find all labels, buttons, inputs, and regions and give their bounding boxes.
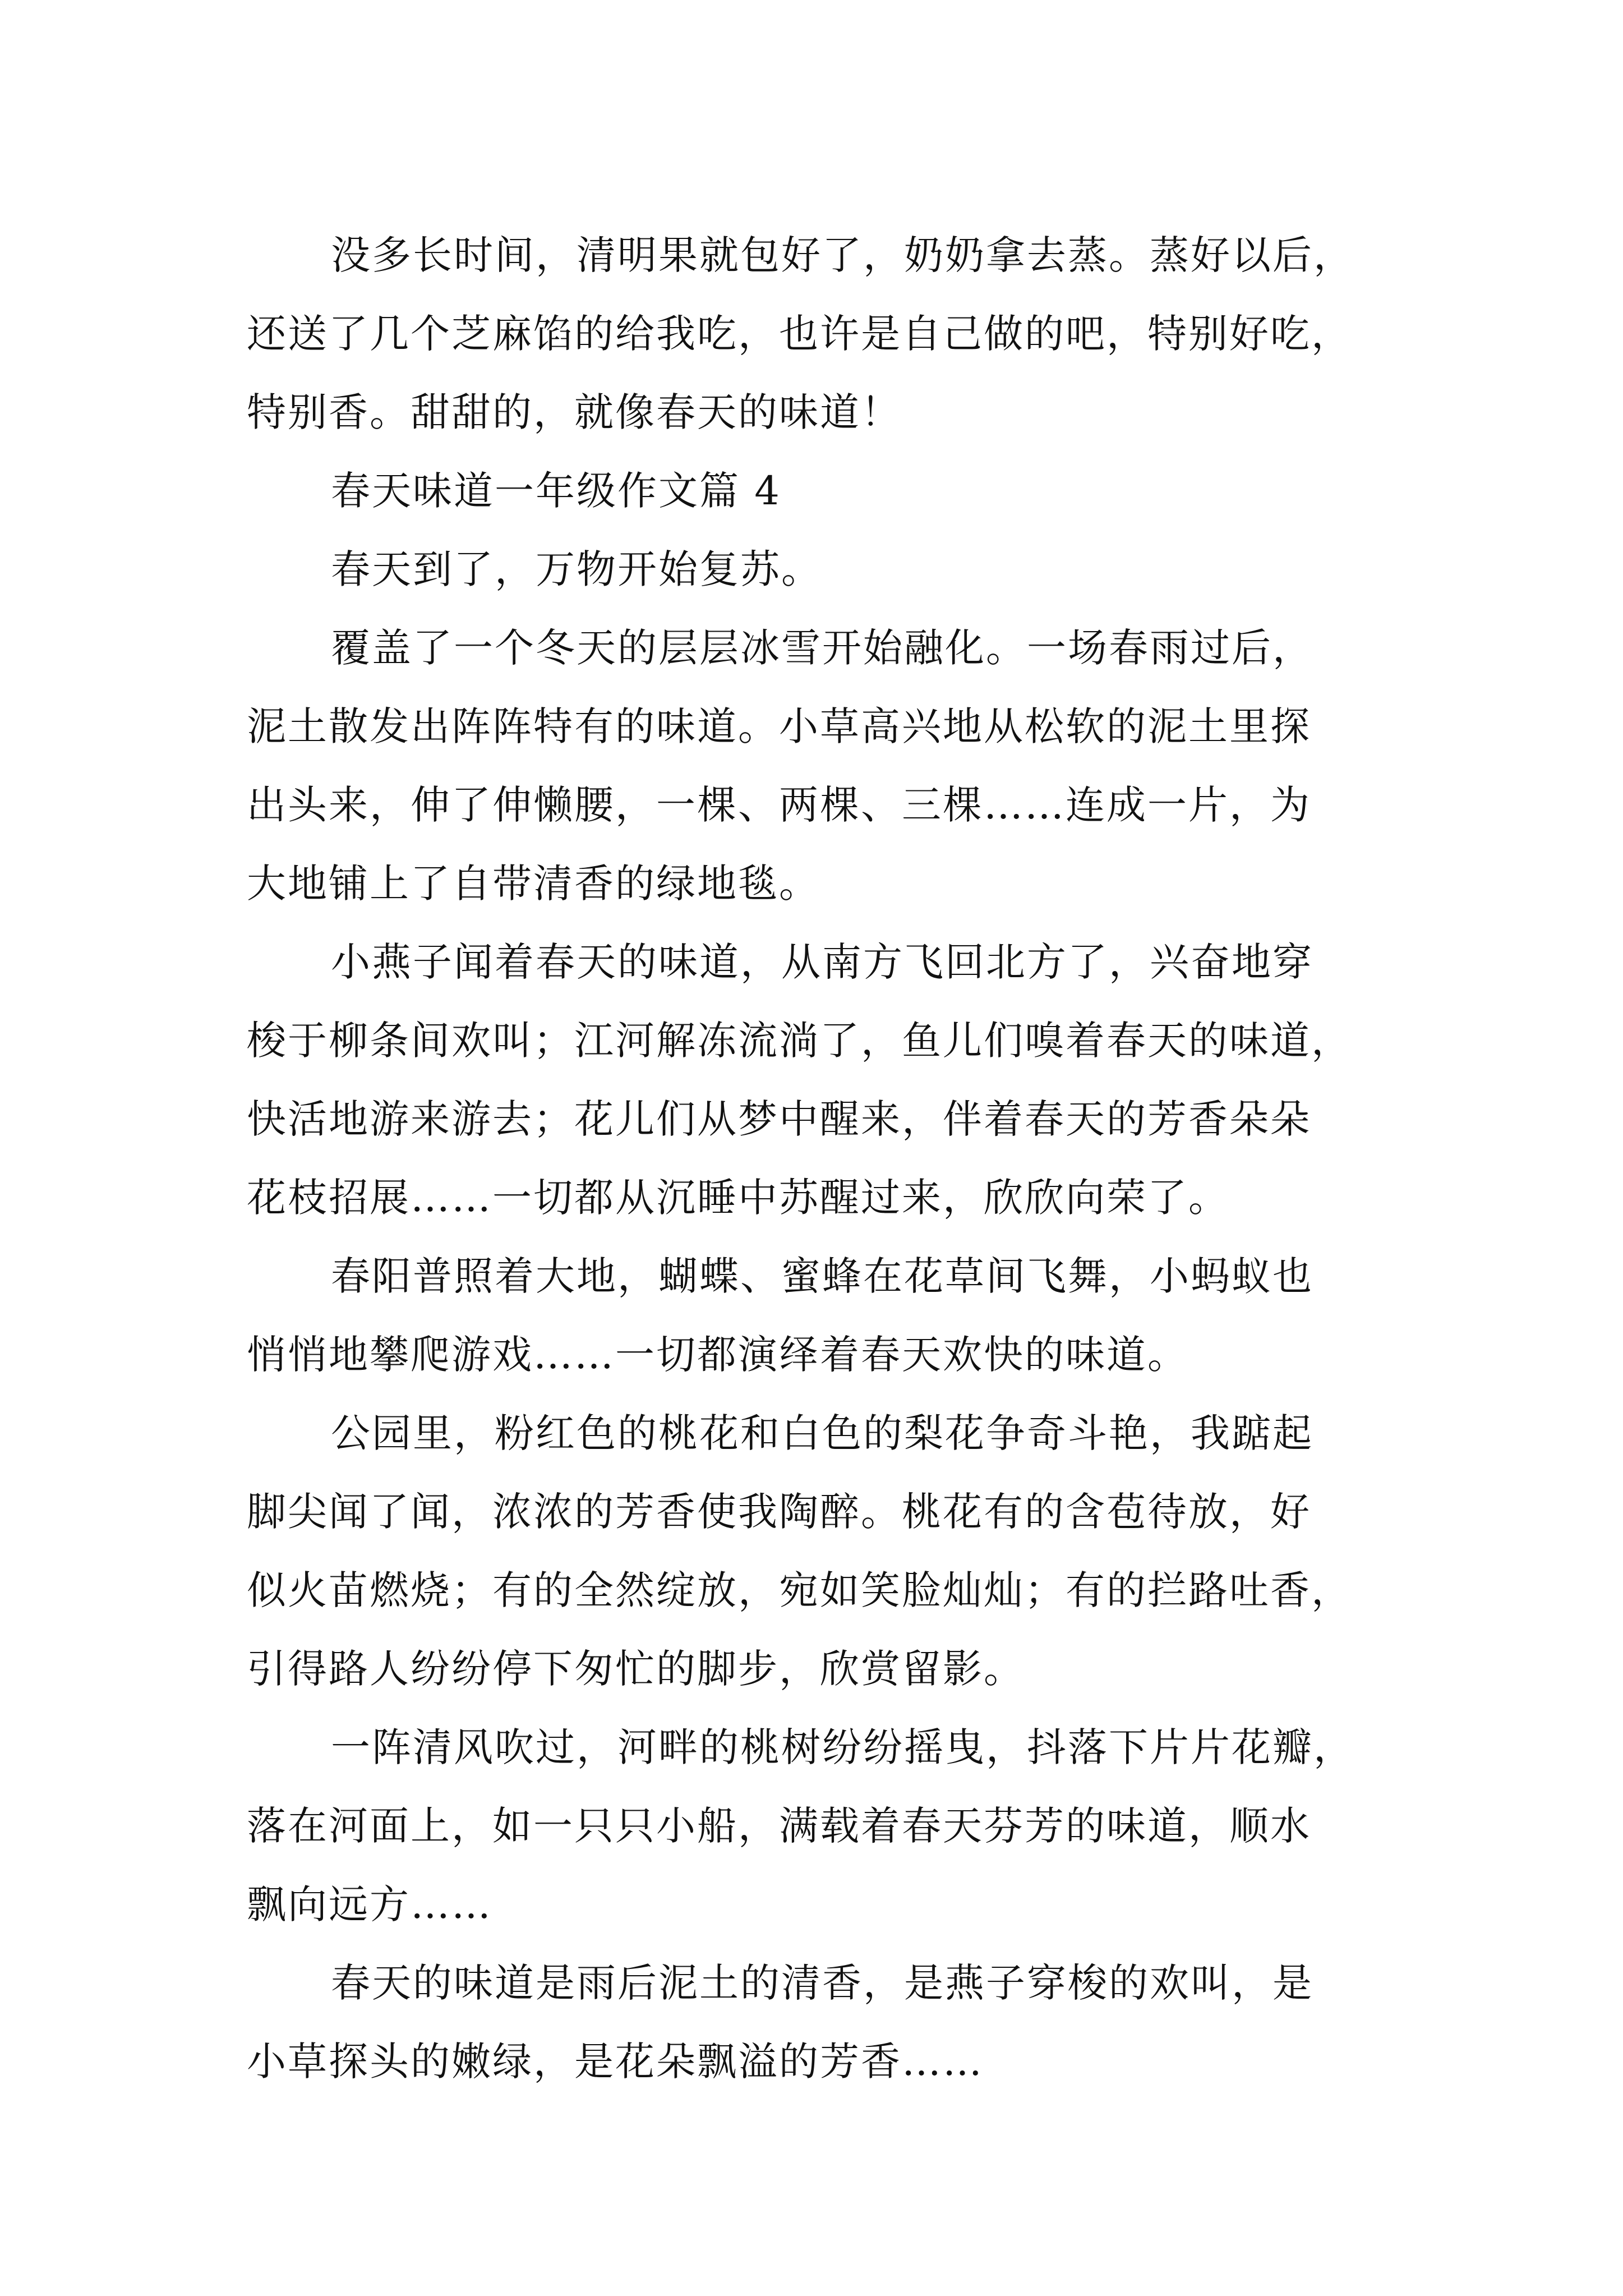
paragraph bbox=[247, 216, 1391, 452]
text-line: 春天到了，万物开始复苏。 bbox=[331, 546, 822, 592]
paragraph bbox=[247, 1708, 1391, 1944]
section-heading bbox=[247, 452, 1391, 530]
heading-text: 春天味道一年级作文篇 4 bbox=[331, 468, 781, 514]
text-line: 脚尖闻了闻，浓浓的芳香使我陶醉。桃花有的含苞待放，好 bbox=[247, 1489, 1311, 1535]
article-body bbox=[247, 216, 1391, 2101]
text-line: 春阳普照着大地，蝴蝶、蜜蜂在花草间飞舞，小蚂蚁也 bbox=[331, 1253, 1313, 1299]
text-line: 出头来，伸了伸懒腰，一棵、两棵、三棵……连成一片，为 bbox=[247, 782, 1311, 828]
paragraph bbox=[247, 1944, 1391, 2101]
text-line: 还送了几个芝麻馅的给我吃，也许是自己做的吧，特别好吃， bbox=[247, 311, 1352, 357]
text-line: 覆盖了一个冬天的层层冰雪开始融化。一场春雨过后， bbox=[331, 625, 1313, 671]
text-line: 快活地游来游去；花儿们从梦中醒来，伴着春天的芳香朵朵 bbox=[247, 1096, 1311, 1142]
text-line: 飘向远方…… bbox=[247, 1881, 492, 1927]
text-line: 公园里，粉红色的桃花和白色的梨花争奇斗艳，我踮起 bbox=[331, 1410, 1313, 1456]
text-line: 梭于柳条间欢叫；江河解冻流淌了，鱼儿们嗅着春天的味道， bbox=[247, 1018, 1352, 1064]
paragraph bbox=[247, 1394, 1391, 1708]
text-line: 悄悄地攀爬游戏……一切都演绎着春天欢快的味道。 bbox=[247, 1332, 1188, 1378]
paragraph bbox=[247, 530, 1391, 609]
paragraph bbox=[247, 923, 1391, 1237]
text-line: 春天的味道是雨后泥土的清香，是燕子穿梭的欢叫，是 bbox=[331, 1960, 1313, 2006]
paragraph bbox=[247, 609, 1391, 923]
text-line: 小草探头的嫩绿，是花朵飘溢的芳香…… bbox=[247, 2039, 984, 2085]
text-line: 大地铺上了自带清香的绿地毯。 bbox=[247, 861, 820, 907]
text-line: 落在河面上，如一只只小船，满载着春天芬芳的味道，顺水 bbox=[247, 1803, 1311, 1849]
text-line: 一阵清风吹过，河畔的桃树纷纷摇曳，抖落下片片花瓣， bbox=[331, 1724, 1354, 1770]
text-line: 引得路人纷纷停下匆忙的脚步，欣赏留影。 bbox=[247, 1646, 1025, 1692]
text-line: 小燕子闻着春天的味道，从南方飞回北方了，兴奋地穿 bbox=[331, 939, 1313, 985]
paragraph bbox=[247, 1237, 1391, 1394]
text-line: 特别香。甜甜的，就像春天的味道！ bbox=[247, 389, 902, 435]
text-line: 似火苗燃烧；有的全然绽放，宛如笑脸灿灿；有的拦路吐香， bbox=[247, 1567, 1352, 1613]
text-line: 泥土散发出阵阵特有的味道。小草高兴地从松软的泥土里探 bbox=[247, 703, 1311, 749]
text-line: 花枝招展……一切都从沉睡中苏醒过来，欣欣向荣了。 bbox=[247, 1175, 1229, 1221]
text-line: 没多长时间，清明果就包好了，奶奶拿去蒸。蒸好以后， bbox=[331, 232, 1354, 278]
